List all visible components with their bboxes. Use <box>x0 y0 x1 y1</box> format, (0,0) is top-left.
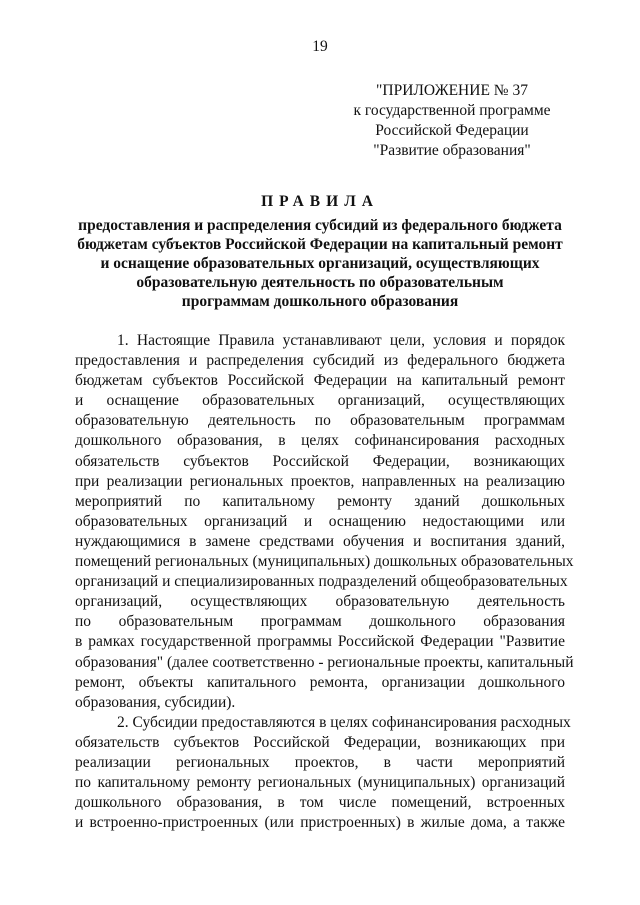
subtitle-line: образовательную деятельность по образовательным <box>136 274 504 291</box>
text-line: помещений региональных (муниципальных) дошкольных образовательных <box>75 553 574 571</box>
paragraph-2 <box>75 713 571 834</box>
text-line: дошкольного образования, в том числе помещений, встроенных <box>75 794 565 812</box>
subtitle-line: и оснащение образовательных организаций, осуществляющих <box>100 255 540 272</box>
appendix-line: "Развитие образования" <box>373 142 531 159</box>
text-line: дошкольного образования, в целях софинансирования расходных <box>75 432 565 450</box>
text-line: образования, субсидии). <box>75 693 236 711</box>
text-line: образовательную деятельность по образовательным программам <box>75 412 565 430</box>
text-line: образования" (далее соответственно - региональные проекты, капитальный <box>75 653 574 671</box>
text-line: и встроенно-пристроенных (или пристроенных) в жилые дома, а также <box>75 814 565 832</box>
text-line: предоставления и распределения субсидий из федерального бюджета <box>75 352 565 370</box>
document-title: ПРАВИЛА <box>261 193 379 210</box>
text-line: и оснащение образовательных организаций, осуществляющих <box>75 392 565 410</box>
text-line: при реализации региональных проектов, направленных на реализацию <box>75 472 565 490</box>
document-subtitle <box>60 216 580 311</box>
appendix-line: "ПРИЛОЖЕНИЕ № 37 <box>376 82 528 99</box>
subtitle-line: предоставления и распределения субсидий из федерального бюджета <box>78 217 562 234</box>
subtitle-line: бюджетам субъектов Российской Федерации на капитальный ремонт <box>77 236 563 253</box>
text-line: в рамках государственной программы Российской Федерации "Развитие <box>75 633 565 651</box>
appendix-line: к государственной программе <box>353 102 551 119</box>
text-line: обязательств субъектов Российской Федерации, возникающих при <box>75 733 565 751</box>
text-line: ремонт, объекты капитального ремонта, организации дошкольного <box>75 673 565 691</box>
text-line: организаций, осуществляющих образовательную деятельность <box>75 593 565 611</box>
text-line: реализации региональных проектов, в части мероприятий <box>75 753 565 771</box>
text-line: обязательств субъектов Российской Федерации, возникающих <box>75 452 565 470</box>
appendix-line: Российской Федерации <box>375 122 529 139</box>
document-body <box>75 331 574 833</box>
paragraph-1 <box>75 331 574 713</box>
text-line: по капитальному ремонту региональных (муниципальных) организаций <box>75 774 565 792</box>
page-number: 19 <box>312 38 328 55</box>
text-line: нуждающимися в замене средствами обучения и воспитания зданий, <box>75 532 565 550</box>
text-line: мероприятий по капитальному ремонту зданий дошкольных <box>75 492 565 510</box>
text-line: организаций и специализированных подразделений общеобразовательных <box>75 573 568 591</box>
text-line: бюджетам субъектов Российской Федерации на капитальный ремонт <box>75 372 565 390</box>
text-line: по образовательным программам дошкольного образования <box>75 613 565 631</box>
text-line: образовательных организаций и оснащению недостающими или <box>75 512 565 530</box>
appendix-header <box>352 81 552 161</box>
text-line: 2. Субсидии предоставляются в целях софинансирования расходных <box>117 713 571 731</box>
text-line: 1. Настоящие Правила устанавливают цели, условия и порядок <box>117 332 565 349</box>
subtitle-line: программам дошкольного образования <box>181 293 459 310</box>
